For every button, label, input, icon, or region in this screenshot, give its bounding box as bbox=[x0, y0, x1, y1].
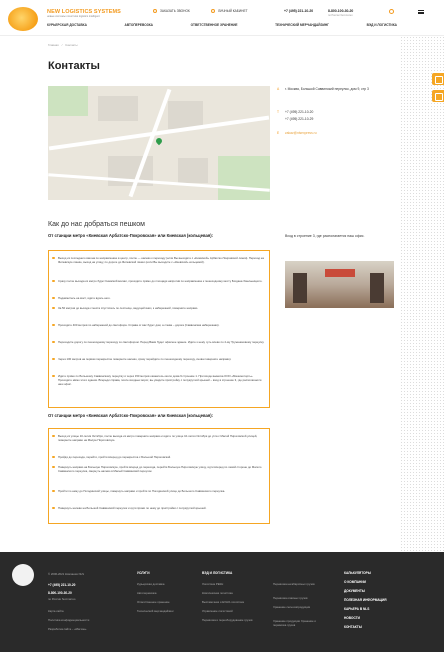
footer-copyright: © 2006-2021 Компания NLS bbox=[48, 572, 85, 576]
route1-step: Выход из последнего вагона по направлению в центр, после — налево к переходу (если Вы выходите с «Киевской» Арбатско-Покровской линии). Переход на Филевскую линию, выход на улицу, по дороге до Филевской линии (если Вы выходите с «Киевской» кольцевой). bbox=[58, 256, 266, 264]
bullet-icon bbox=[52, 490, 55, 493]
route1-step: Сразу после выхода из метро будет Киевский вокзал, проходите прямо до площади напротив по направлению к пешеходному мосту Богдана Хмельницкого. bbox=[58, 279, 266, 283]
entrance-photo bbox=[285, 261, 394, 308]
footer-cargo-link[interactable]: Перевозка опасных грузов bbox=[273, 596, 308, 600]
bullet-icon bbox=[52, 466, 55, 469]
search-icon[interactable] bbox=[389, 9, 394, 14]
breadcrumb-home[interactable]: Главная bbox=[48, 43, 59, 47]
footer-logistics-link[interactable]: Перевозка и переоборудование грузов bbox=[202, 618, 253, 622]
footer-service-link[interactable]: Автоперевозка bbox=[137, 591, 157, 595]
route1-title: От станции метро «Киевская Арбатско-Покровская» или Киевская (кольцевая): bbox=[48, 233, 214, 238]
header bbox=[0, 0, 444, 22]
footer-phone-1[interactable]: +7 (495) 221-10-20 bbox=[48, 583, 76, 587]
map-block bbox=[98, 96, 138, 121]
contact-phone-2[interactable] bbox=[285, 117, 395, 122]
footer-service-link[interactable]: Курьерская доставка bbox=[137, 582, 165, 586]
bullet-icon bbox=[52, 456, 55, 459]
route2-step: Повернуть налево на Большой Саввинский переулок и идти прямо по нему до пристройки с полукруглой крышей. bbox=[58, 506, 266, 510]
bullet-icon bbox=[52, 280, 55, 283]
side-callback-button[interactable] bbox=[432, 90, 444, 102]
order-call-label: ЗАКАЗАТЬ ЗВОНОК bbox=[160, 9, 190, 13]
brand-tagline: новые системы логистики logistics intelligent bbox=[47, 15, 100, 18]
footer-logistics-title: ВЭД И ЛОГИСТИКА bbox=[202, 571, 233, 575]
company-logo[interactable] bbox=[8, 7, 38, 31]
photo-door bbox=[293, 273, 307, 303]
contact-address bbox=[277, 87, 395, 92]
side-calculator-button[interactable] bbox=[432, 73, 444, 85]
map-pin-icon[interactable] bbox=[155, 137, 163, 145]
footer-logistics-link[interactable]: Комплексная логистика bbox=[202, 591, 233, 595]
bullet-icon bbox=[52, 324, 55, 327]
footer-privacy-link[interactable]: Политика конфиденциальности bbox=[48, 618, 90, 622]
contact-phone-1[interactable] bbox=[277, 110, 395, 115]
bullet-icon bbox=[52, 507, 55, 510]
footer-nav-documents[interactable]: ДОКУМЕНТЫ bbox=[344, 589, 365, 593]
nav-item-courier[interactable]: КУРЬЕРСКАЯ ДОСТАВКА bbox=[47, 23, 87, 27]
route1-step: Переходите дорогу по пешеходному переходу со светофором. Перед Вами будет офисное здание. Идите к нему чуть влево по 2-му Тружениковому переулку. bbox=[58, 340, 266, 344]
nav-item-merchandising[interactable]: ТЕХНИЧЕСКИЙ МЕРЧАНДАЙЗИНГ bbox=[275, 23, 329, 27]
contact-phone-2-text[interactable]: +7 (495) 221-10-29 bbox=[285, 117, 314, 121]
phone-key: Т bbox=[277, 110, 280, 114]
nav-item-storage[interactable]: ОТВЕТСТВЕННОЕ ХРАНЕНИЕ bbox=[190, 23, 238, 27]
route1-step: Через 100 метров на первом перекрестке поверните налево, сразу перейдите по пешеходному переходу, снова поверните направо). bbox=[58, 357, 266, 361]
footer bbox=[0, 552, 444, 652]
photo-sign bbox=[325, 269, 355, 277]
breadcrumb-current: Контакты bbox=[65, 43, 78, 47]
how-to-title: Как до нас добраться пешком bbox=[48, 221, 145, 228]
header-phone-1[interactable]: +7 (495) 221-10-20 bbox=[284, 9, 314, 13]
contact-email[interactable] bbox=[277, 131, 395, 136]
route1-step: За 50 метров до выхода с места спуститесь по лестнице, ведущей вниз, к набережной, поверните направо. bbox=[58, 306, 266, 310]
footer-service-link[interactable]: Технический мерчандайзинг bbox=[137, 609, 174, 613]
nav-item-trucking[interactable]: АВТОПЕРЕВОЗКА bbox=[124, 23, 153, 27]
bullet-icon bbox=[52, 297, 55, 300]
contact-email-text[interactable]: zakaz@nlsexpress.ru bbox=[285, 131, 317, 135]
route2-step: Выход из улицы 10-летия Октября, после выхода из метро поверните направо и идите по улице 10-летия Октября до угла с Малой Пироговской улицей, поверните направо на Малую Пироговскую. bbox=[58, 434, 266, 442]
phone-icon bbox=[153, 9, 157, 13]
footer-phone-2[interactable]: 8-800-100-30-20 bbox=[48, 591, 72, 595]
page-title: Контакты bbox=[48, 60, 100, 72]
nav-item-logistics[interactable]: ВЭД И ЛОГИСТИКА bbox=[366, 23, 397, 27]
footer-nav-calculators[interactable]: КАЛЬКУЛЯТОРЫ bbox=[344, 571, 371, 575]
menu-icon[interactable] bbox=[418, 10, 424, 14]
footer-logistics-link[interactable]: Логистика РЕКН bbox=[202, 582, 224, 586]
bullet-icon bbox=[52, 435, 55, 438]
header-phone-2-note: по России бесплатно bbox=[328, 14, 353, 17]
footer-phone-2-note: по России бесплатно bbox=[48, 597, 76, 601]
route1-step: Проходите 400 метров по набережной до светофора. Справа от вас будет дом, а слева – дорога (Саввинская набережная). bbox=[58, 323, 266, 327]
footer-cargo-link[interactable]: Хранение сельхозпродукции bbox=[273, 605, 311, 609]
route1-step: Поднимитесь на мост, идите вдоль него. bbox=[58, 296, 266, 300]
footer-nav-info[interactable]: ПОЛЕЗНАЯ ИНФОРМАЦИЯ bbox=[344, 598, 387, 602]
bullet-icon bbox=[52, 375, 55, 378]
breadcrumb bbox=[48, 43, 78, 47]
contact-phone-1-text[interactable]: +7 (495) 221-10-20 bbox=[285, 110, 314, 114]
account-label: ЛИЧНЫЙ КАБИНЕТ bbox=[218, 9, 248, 13]
breadcrumb-separator: / bbox=[61, 43, 63, 47]
user-icon bbox=[211, 9, 215, 13]
footer-services-title: УСЛУГИ bbox=[137, 571, 150, 575]
route2-step: Пройдя до перехода, перейти, пройти вперед до перекрестка с Большой Пироговской. bbox=[58, 455, 266, 459]
photo-caption: Вход в строение 3, где располагается наш офис. bbox=[285, 234, 365, 238]
route1-box bbox=[48, 250, 270, 408]
route2-box bbox=[48, 428, 270, 524]
decorative-pattern bbox=[400, 36, 444, 552]
map-block bbox=[178, 158, 208, 183]
route2-step: Пройти по нему до Погодинской улицы, повернуть направо и пройти по Погодинской улице до Большого Саввинского переулка. bbox=[58, 489, 266, 493]
photo-door bbox=[370, 273, 384, 303]
map-park bbox=[48, 86, 88, 116]
location-map[interactable] bbox=[48, 86, 270, 200]
footer-nav-news[interactable]: НОВОСТИ bbox=[344, 616, 360, 620]
bullet-icon bbox=[52, 341, 55, 344]
main-nav bbox=[47, 23, 397, 31]
nav-divider bbox=[0, 35, 444, 36]
bullet-icon bbox=[52, 358, 55, 361]
footer-cargo-link[interactable]: Хранение продукции Хранение и перевозка грузов bbox=[273, 619, 316, 627]
footer-logistics-link[interactable]: Выставочная и EXHO-логистика bbox=[202, 600, 244, 604]
route2-title: От станции метро «Киевская Арбатско-Покровская» или Киевская (кольцевая): bbox=[48, 413, 214, 418]
route2-step: Повернуть направо на Большую Пироговскую, пройти вперед до перехода, перейти Большую Пироговскую улицу, идти вперед по левой стороне до Малого Саввинского переулка, свернуть налево в Малый Саввинский переулок. bbox=[58, 465, 266, 473]
footer-nav-contacts[interactable]: КОНТАКТЫ bbox=[344, 625, 362, 629]
header-phone-2[interactable]: 8-800-100-30-20 bbox=[328, 9, 354, 13]
footer-logistics-link[interactable]: Управление логистикой bbox=[202, 609, 233, 613]
map-park bbox=[218, 156, 270, 200]
order-call-link[interactable] bbox=[153, 9, 190, 13]
address-text: г. Москва, Большой Саввинский переулок, дом 9, стр 3 bbox=[285, 87, 369, 91]
footer-service-link[interactable]: Ответственное хранение bbox=[137, 600, 170, 604]
footer-nav-about[interactable]: О КОМПАНИИ bbox=[344, 580, 366, 584]
bullet-icon bbox=[52, 257, 55, 260]
footer-cargo-link[interactable]: Перевозка негабаритных грузов bbox=[273, 582, 315, 586]
account-link[interactable] bbox=[211, 9, 248, 13]
footer-logo[interactable] bbox=[12, 564, 34, 586]
route1-step: Идите прямо по Большому Саввинскому переулку и через 150 метров окажетесь около дома 9 строение 1. При входе вывеска ООО «Машиноторгъ». Проходите мимо этого здания. Впереди справа, после входных ворот, вы увидите пристройку с полукруглой крышей – вход в строение 3, где располагается наш офис. bbox=[58, 374, 266, 387]
footer-nav-career[interactable]: КАРЬЕРА В NLS bbox=[344, 607, 370, 611]
footer-sitemap-link[interactable]: Карта сайта bbox=[48, 609, 64, 613]
address-key: А bbox=[277, 87, 280, 91]
footer-dev-link[interactable]: Разработка сайта – «Магзон» bbox=[48, 627, 87, 631]
brand-name: NEW LOGISTICS SYSTEMS bbox=[47, 9, 121, 15]
email-key: Е bbox=[277, 131, 280, 135]
bullet-icon bbox=[52, 307, 55, 310]
